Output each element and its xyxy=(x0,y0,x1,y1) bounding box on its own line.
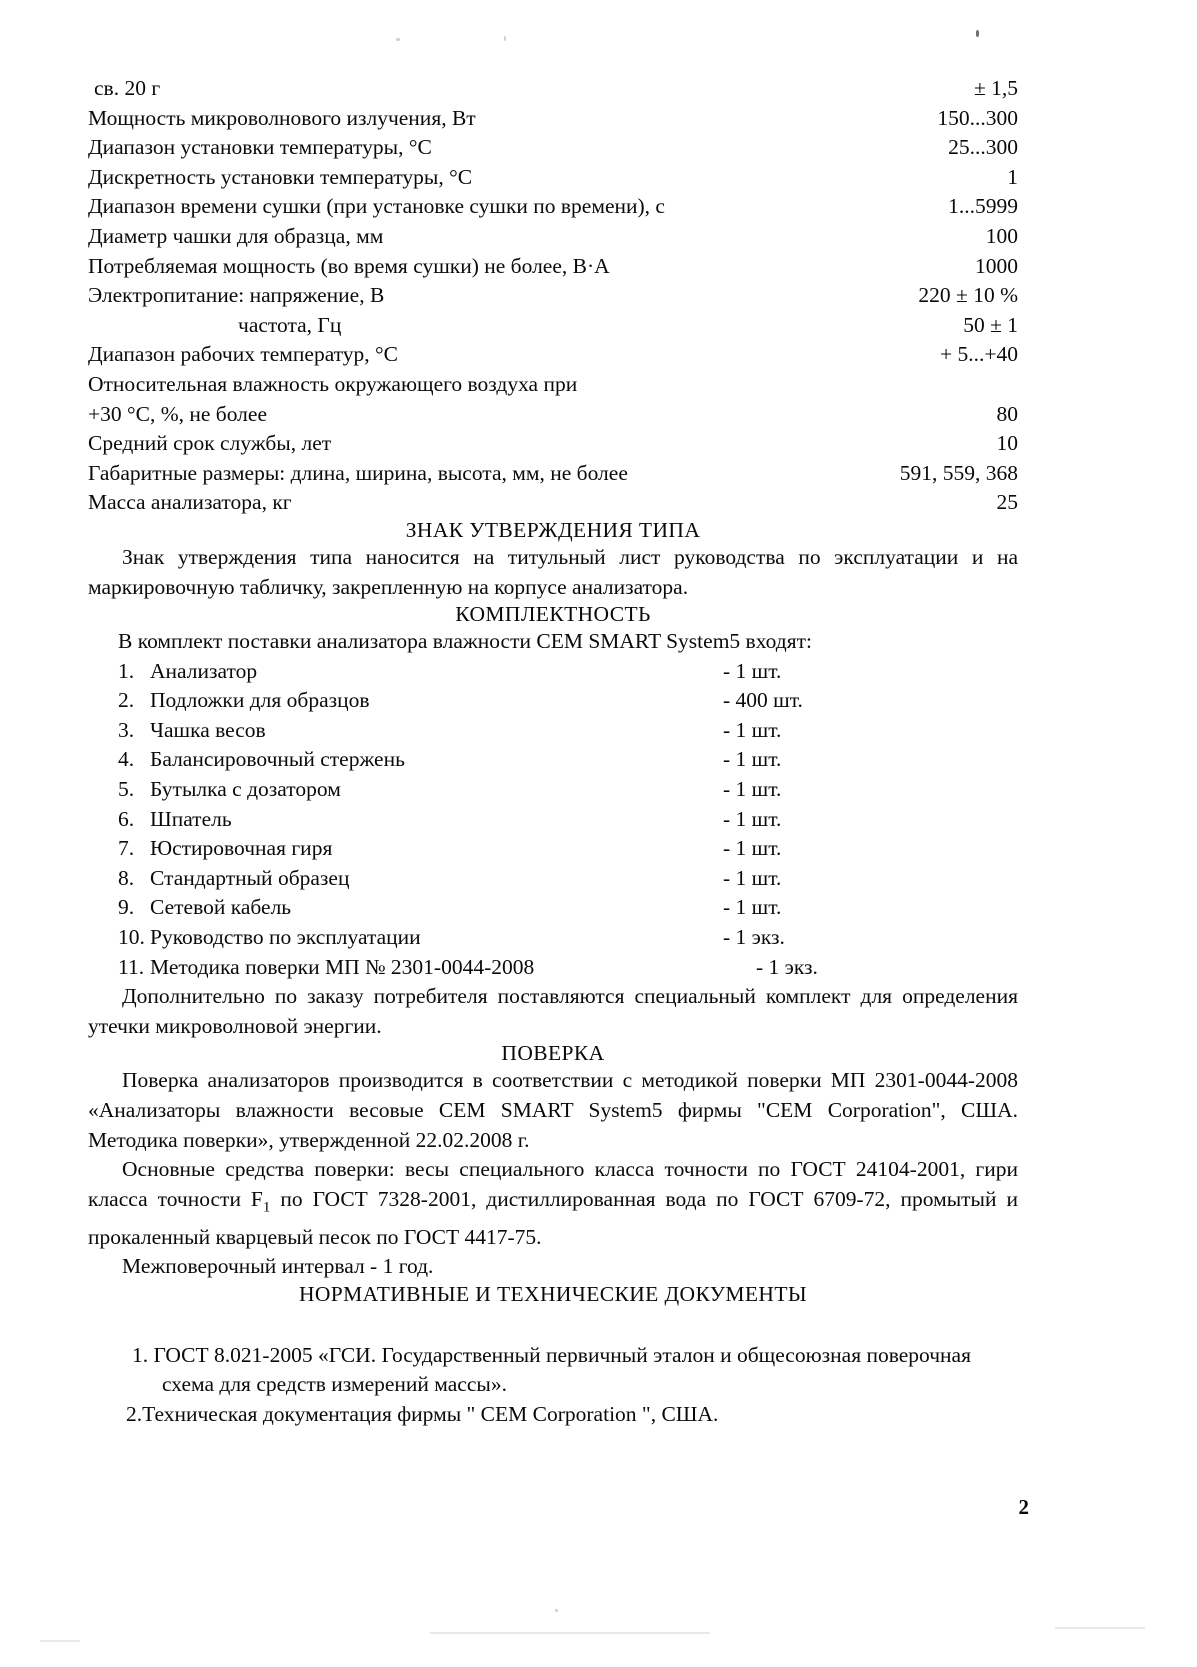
list-item-number: 4. xyxy=(118,747,135,772)
scan-artifact xyxy=(1055,1627,1145,1629)
list-item-name: Стандартный образец xyxy=(150,865,350,890)
table-row xyxy=(88,459,1018,489)
list-item-name: Юстировочная гиря xyxy=(150,836,333,861)
heading-completeness: КОМПЛЕКТНОСТЬ xyxy=(455,602,651,627)
list-item xyxy=(88,745,1018,775)
scan-artifact xyxy=(430,1632,710,1634)
paragraph-verification-equipment xyxy=(88,1155,1018,1252)
list-item-quantity: - 1 шт. xyxy=(723,806,782,831)
paragraph-completeness-intro: В комплект поставки анализатора влажности СЕМ SMART System5 входят: xyxy=(118,629,812,654)
list-item-number: 6. xyxy=(118,806,135,831)
list-item-number: 1. xyxy=(118,658,135,683)
spec-label: Относительная влажность окружающего воздуха при xyxy=(88,371,578,396)
list-item-name: Методика поверки МП № 2301-0044-2008 xyxy=(150,954,535,979)
list-item-name: Руководство по эксплуатации xyxy=(150,925,421,950)
list-item-quantity: - 1 шт. xyxy=(723,747,782,772)
paragraph-verification-method: Поверка анализаторов производится в соответствии с методикой поверки МП 2301-0044-2008 «Анализаторы влажности весовые СЕМ SMART System5 фирмы "CEM Corporation", США. Методика поверки», утвержденной 22.02.2008 г. xyxy=(88,1068,1018,1152)
list-item-quantity: - 1 шт. xyxy=(723,777,782,802)
spec-value: 150...300 xyxy=(937,105,1018,130)
spec-value: 25...300 xyxy=(948,135,1018,160)
paragraph-optional-equipment: Дополнительно по заказу потребителя поставляются специальный комплект для определения утечки микроволновой энергии. xyxy=(88,984,1018,1038)
spec-label: частота, Гц xyxy=(238,312,342,337)
list-item-name: Шпатель xyxy=(150,806,232,831)
table-row xyxy=(88,340,1018,370)
list-item-quantity: - 1 экз. xyxy=(756,954,818,979)
list-item-quantity: - 1 шт. xyxy=(723,658,782,683)
list-item-quantity: - 1 шт. xyxy=(723,895,782,920)
verification-equipment-text-2: по ГОСТ 7328-2001, дистиллированная вода по ГОСТ 6709-72, промытый и прокаленный кварцевый песок по ГОСТ 4417-75. xyxy=(88,1186,1018,1249)
table-row xyxy=(88,104,1018,134)
spec-label: Габаритные размеры: длина, ширина, высота, мм, не более xyxy=(88,460,628,485)
parts-list xyxy=(88,657,1018,983)
list-item xyxy=(88,775,1018,805)
spec-value: 50 ± 1 xyxy=(963,312,1018,337)
verification-equipment-text-1: Основные средства поверки: весы специального класса точности по ГОСТ 24104-2001, гири класса точности F xyxy=(88,1157,1018,1211)
table-row xyxy=(88,163,1018,193)
scan-artifact xyxy=(396,38,400,41)
table-row xyxy=(88,192,1018,222)
spec-label: +30 °С, %, не более xyxy=(88,401,267,426)
list-item xyxy=(88,834,1018,864)
list-item-name: Сетевой кабель xyxy=(150,895,292,920)
list-item-quantity: - 1 шт. xyxy=(723,836,782,861)
specifications-body xyxy=(88,74,1018,518)
list-item: 1. ГОСТ 8.021-2005 «ГСИ. Государственный первичный эталон и общесоюзная поверочная схема для средств измерений массы». xyxy=(132,1342,971,1397)
spec-label: Электропитание: напряжение, В xyxy=(88,283,385,308)
spec-value: ± 1,5 xyxy=(973,76,1018,100)
page-number: 2 xyxy=(1018,1495,1029,1519)
spec-value xyxy=(848,370,1018,400)
list-item-number: 11. xyxy=(118,954,145,979)
spec-value: 1...5999 xyxy=(948,194,1018,219)
list-item-number: 10. xyxy=(118,925,145,950)
scan-artifact xyxy=(40,1640,80,1642)
heading-verification: ПОВЕРКА xyxy=(501,1041,605,1066)
table-row xyxy=(88,488,1018,518)
spec-value: 25 xyxy=(996,490,1018,515)
spec-label: Диаметр чашки для образца, мм xyxy=(88,223,384,248)
scan-artifact xyxy=(504,36,506,41)
list-item-name: Бутылка с дозатором xyxy=(150,777,341,802)
verification-equipment-subscript: 1 xyxy=(262,1199,271,1216)
spec-value: 1000 xyxy=(975,253,1018,278)
scan-artifact xyxy=(976,30,979,37)
list-item-number: 3. xyxy=(118,717,135,742)
table-row xyxy=(88,222,1018,252)
table-row xyxy=(88,400,1018,430)
heading-approval-mark: ЗНАК УТВЕРЖДЕНИЯ ТИПА xyxy=(405,517,701,542)
list-item xyxy=(88,923,1018,953)
paragraph-verification-interval: Межповерочный интервал - 1 год. xyxy=(122,1254,434,1279)
specifications-table xyxy=(88,74,1018,518)
list-item-quantity: - 1 экз. xyxy=(723,925,785,950)
table-row xyxy=(88,281,1018,311)
list-item-number: 8. xyxy=(118,865,135,890)
list-item: 2.Техническая документация фирмы " CEM Corporation ", США. xyxy=(126,1402,719,1427)
list-item xyxy=(88,953,1018,983)
list-item-quantity: - 400 шт. xyxy=(723,688,803,713)
list-item-number: 5. xyxy=(118,777,135,802)
table-row xyxy=(88,252,1018,282)
table-row xyxy=(88,74,1018,104)
list-item-number: 2. xyxy=(118,688,135,713)
spec-value: 591, 559, 368 xyxy=(899,460,1018,485)
spec-value: 1 xyxy=(1007,164,1018,189)
table-row xyxy=(88,429,1018,459)
spec-value: + 5...+40 xyxy=(939,342,1018,367)
list-item xyxy=(88,686,1018,716)
list-item xyxy=(88,893,1018,923)
spec-label: Мощность микроволнового излучения, Вт xyxy=(88,105,476,130)
list-item-quantity: - 1 шт. xyxy=(723,717,782,742)
spec-label: Диапазон установки температуры, °С xyxy=(88,135,432,160)
spec-value: 80 xyxy=(996,401,1018,426)
table-row xyxy=(88,133,1018,163)
paragraph-approval-mark: Знак утверждения типа наносится на титульный лист руководства по эксплуатации и на маркировочную табличку, закрепленную на корпусе анализатора. xyxy=(88,544,1018,599)
list-item xyxy=(88,716,1018,746)
list-item-quantity: - 1 шт. xyxy=(723,865,782,890)
spec-label: Потребляемая мощность (во время сушки) не более, В·А xyxy=(88,253,610,278)
scan-artifact xyxy=(555,1609,558,1612)
spec-value: 10 xyxy=(996,431,1018,456)
spec-label: Дискретность установки температуры, °С xyxy=(88,164,473,189)
normative-documents-list xyxy=(88,1341,1018,1430)
spec-value: 220 ± 10 % xyxy=(918,283,1018,308)
list-item-name: Чашка весов xyxy=(150,717,266,742)
list-item-number: 9. xyxy=(118,895,135,920)
table-row xyxy=(88,311,1018,341)
list-item xyxy=(88,805,1018,835)
spec-label: Диапазон времени сушки (при установке сушки по времени), с xyxy=(88,194,665,219)
spec-value: 100 xyxy=(985,223,1018,248)
list-item-name: Анализатор xyxy=(150,658,258,683)
spec-label: Средний срок службы, лет xyxy=(88,431,332,456)
spec-label: Диапазон рабочих температур, °С xyxy=(88,342,398,367)
list-item-name: Балансировочный стержень xyxy=(150,747,405,772)
list-item-number: 7. xyxy=(118,836,135,861)
list-item xyxy=(88,657,1018,687)
table-row xyxy=(88,370,1018,400)
page-content xyxy=(88,74,1018,1430)
list-item-name: Подложки для образцов xyxy=(150,688,370,713)
heading-normative-documents: НОРМАТИВНЫЕ И ТЕХНИЧЕСКИЕ ДОКУМЕНТЫ xyxy=(298,1281,808,1306)
list-item xyxy=(88,864,1018,894)
spec-label: св. 20 г xyxy=(94,76,161,100)
spec-label: Масса анализатора, кг xyxy=(88,490,292,515)
